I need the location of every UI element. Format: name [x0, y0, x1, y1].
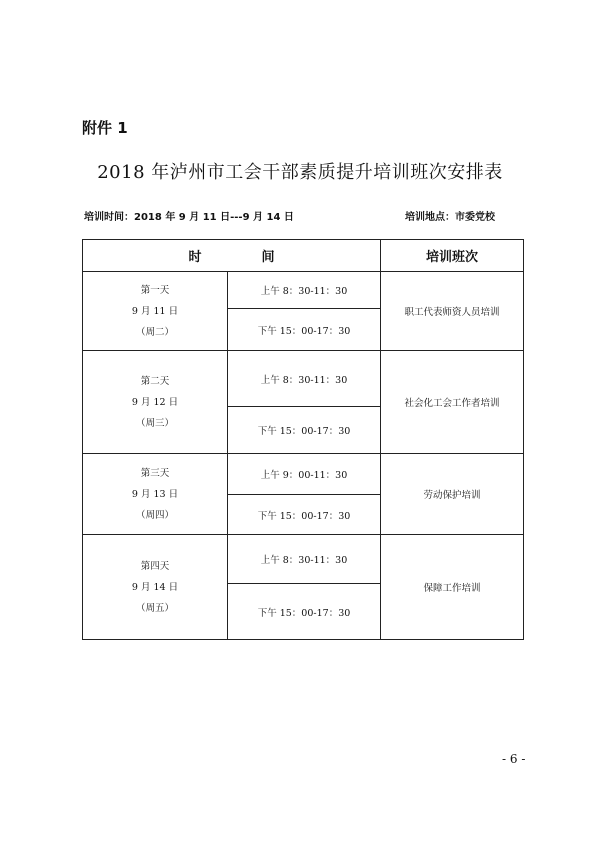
header-time — [83, 240, 381, 272]
afternoon-session: 下午 15：00-17：30 — [228, 584, 381, 640]
training-place: 培训地点：市委党校 — [405, 212, 495, 223]
date-label: 9 月 14 日 — [131, 581, 179, 593]
document-title: 2018 年泸州市工会干部素质提升培训班次安排表 — [97, 162, 503, 183]
class-cell: 劳动保护培训 — [381, 454, 524, 535]
day-label: 第四天 — [140, 560, 170, 572]
morning-session: 上午 8：30-11：30 — [228, 351, 381, 407]
day-cell — [83, 454, 228, 535]
class-cell: 职工代表师资人员培训 — [381, 272, 524, 351]
day-label: 第一天 — [140, 284, 170, 296]
afternoon-session: 下午 15：00-17：30 — [228, 309, 381, 351]
page-number: - 6 - — [502, 752, 526, 766]
day-cell — [83, 535, 228, 640]
table-row — [83, 351, 524, 407]
date-label: 9 月 12 日 — [131, 396, 179, 408]
table-row — [83, 535, 524, 584]
weekday-label: （周四） — [135, 509, 174, 521]
header-time-right: 间 — [261, 250, 275, 265]
day-cell — [83, 272, 228, 351]
weekday-label: （周五） — [135, 602, 174, 614]
class-cell: 社会化工会工作者培训 — [381, 351, 524, 454]
training-time: 培训时间：2018 年 9 月 11 日---9 月 14 日 — [84, 212, 294, 223]
attachment-label: 附件 1 — [82, 119, 128, 137]
morning-session: 上午 8：30-11：30 — [228, 272, 381, 309]
weekday-label: （周二） — [135, 326, 174, 338]
date-label: 9 月 11 日 — [131, 305, 179, 317]
table-row — [83, 454, 524, 495]
table-header-row — [83, 240, 524, 272]
date-label: 9 月 13 日 — [131, 488, 179, 500]
header-class: 培训班次 — [381, 240, 524, 272]
schedule-table — [82, 239, 524, 640]
table-row — [83, 272, 524, 309]
morning-session: 上午 9：00-11：30 — [228, 454, 381, 495]
day-label: 第三天 — [140, 467, 170, 479]
day-cell — [83, 351, 228, 454]
day-label: 第二天 — [140, 375, 170, 387]
header-time-left: 时 — [188, 250, 202, 265]
morning-session: 上午 8：30-11：30 — [228, 535, 381, 584]
class-cell: 保障工作培训 — [381, 535, 524, 640]
afternoon-session: 下午 15：00-17：30 — [228, 495, 381, 535]
weekday-label: （周三） — [135, 417, 174, 429]
afternoon-session: 下午 15：00-17：30 — [228, 407, 381, 454]
